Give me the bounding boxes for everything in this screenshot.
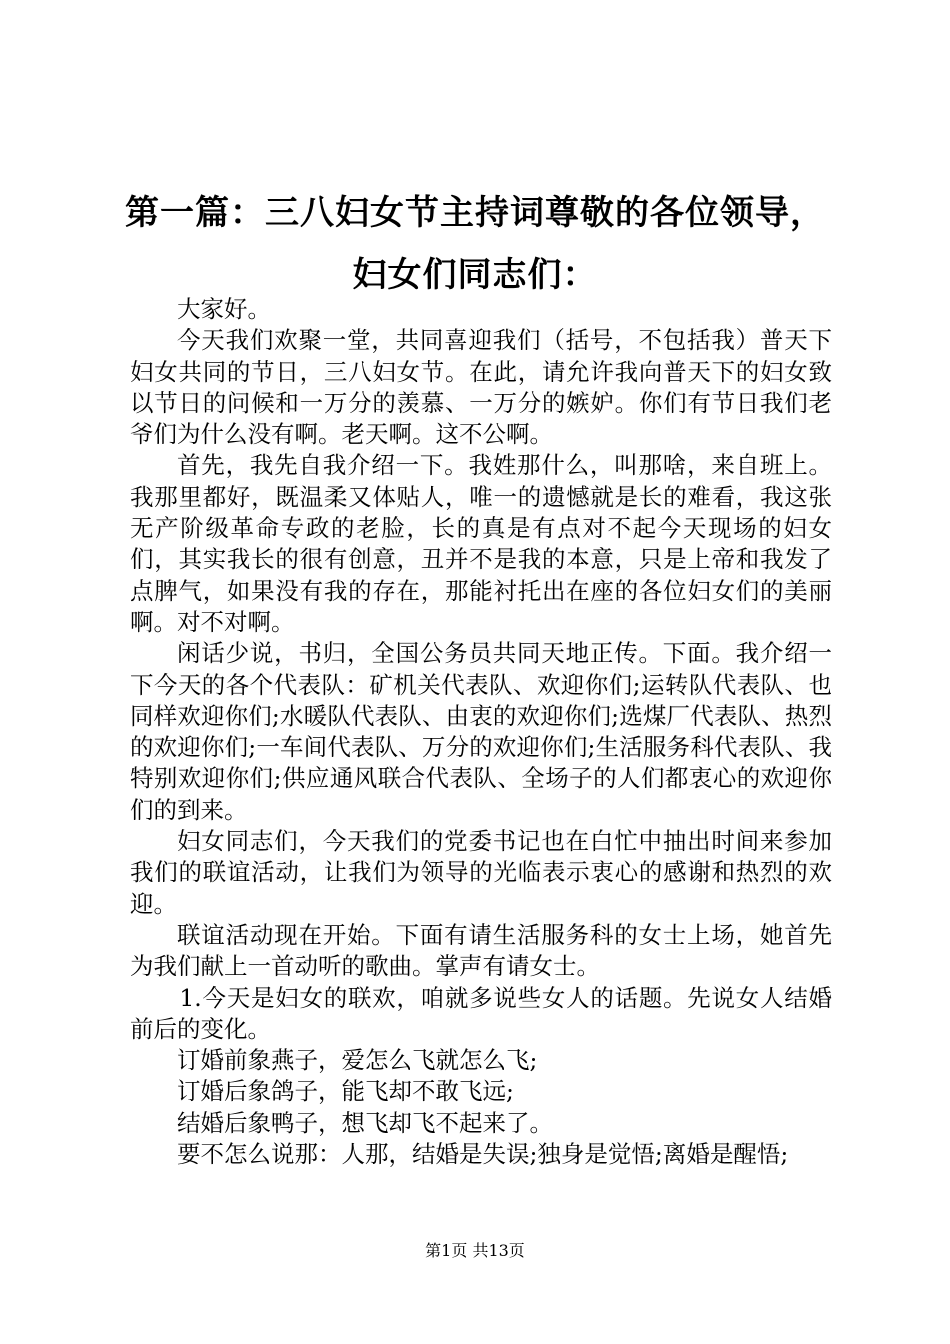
document-body [130,294,832,1170]
title-line-2: 妇女们同志们： [352,255,598,295]
paragraph-line-married: 结婚后象鸭子，想飞却飞不起来了。 [177,1108,553,1137]
paragraph-opening: 今天我们欢聚一堂，共同喜迎我们（括号，不包括我）普天下妇女共同的节日，三八妇女节。在此，请允许我向普天下的妇女致以节日的问候和一万分的羡慕、一万分的嫉妒。你们有节日我们老爷们为什么没有啊。老天啊。这不公啊。 [130,326,832,449]
paragraph-self-intro: 首先，我先自我介绍一下。我姓那什么，叫那啥，来自班上。我那里都好，既温柔又体贴人，唯一的遗憾就是长的难看，我这张无产阶级革命专政的老脸，长的真是有点对不起今天现场的妇女们，其实我长的很有创意，丑并不是我的本意，只是上帝和我发了点脾气，如果没有我的存在，那能衬托出在座的各位妇女们的美丽啊。对不对啊。 [130,451,832,636]
paragraph-event-start: 联谊活动现在开始。下面有请生活服务科的女士上场，她首先为我们献上一首动听的歌曲。掌声有请女士。 [130,920,832,981]
title-line-1: 第一篇：三八妇女节主持词尊敬的各位领导， [125,193,825,233]
paragraph-saying: 要不怎么说那：人那，结婚是失误;独身是觉悟;离婚是醒悟; [177,1140,789,1169]
paragraph-teams: 闲话少说，书归，全国公务员共同天地正传。下面。我介绍一下今天的各个代表队：矿机关代表队、欢迎你们;运转队代表队、也同样欢迎你们;水暖队代表队、由衷的欢迎你们;选煤厂代表队、热烈的欢迎你们;一车间代表队、万分的欢迎你们;生活服务科代表队、我特别欢迎你们;供应通风联合代表队、全场子的人们都衷心的欢迎你们的到来。 [130,639,832,824]
paragraph-line-engagement-before: 订婚前象燕子，爱怎么飞就怎么飞; [177,1046,538,1075]
document-title [120,182,830,306]
paragraph-greeting: 大家好。 [177,295,271,323]
paragraph-item-1: 1.今天是妇女的联欢，咱就多说些女人的话题。先说女人结婚前后的变化。 [130,983,832,1043]
paragraph-line-engagement-after: 订婚后象鸽子，能飞却不敢飞远; [177,1077,514,1106]
paragraph-leader-welcome: 妇女同志们，今天我们的党委书记也在白忙中抽出时间来参加我们的联谊活动，让我们为领导的光临表示衷心的感谢和热烈的欢迎。 [130,827,832,918]
page-footer: 第1页 共13页 [425,1241,525,1260]
